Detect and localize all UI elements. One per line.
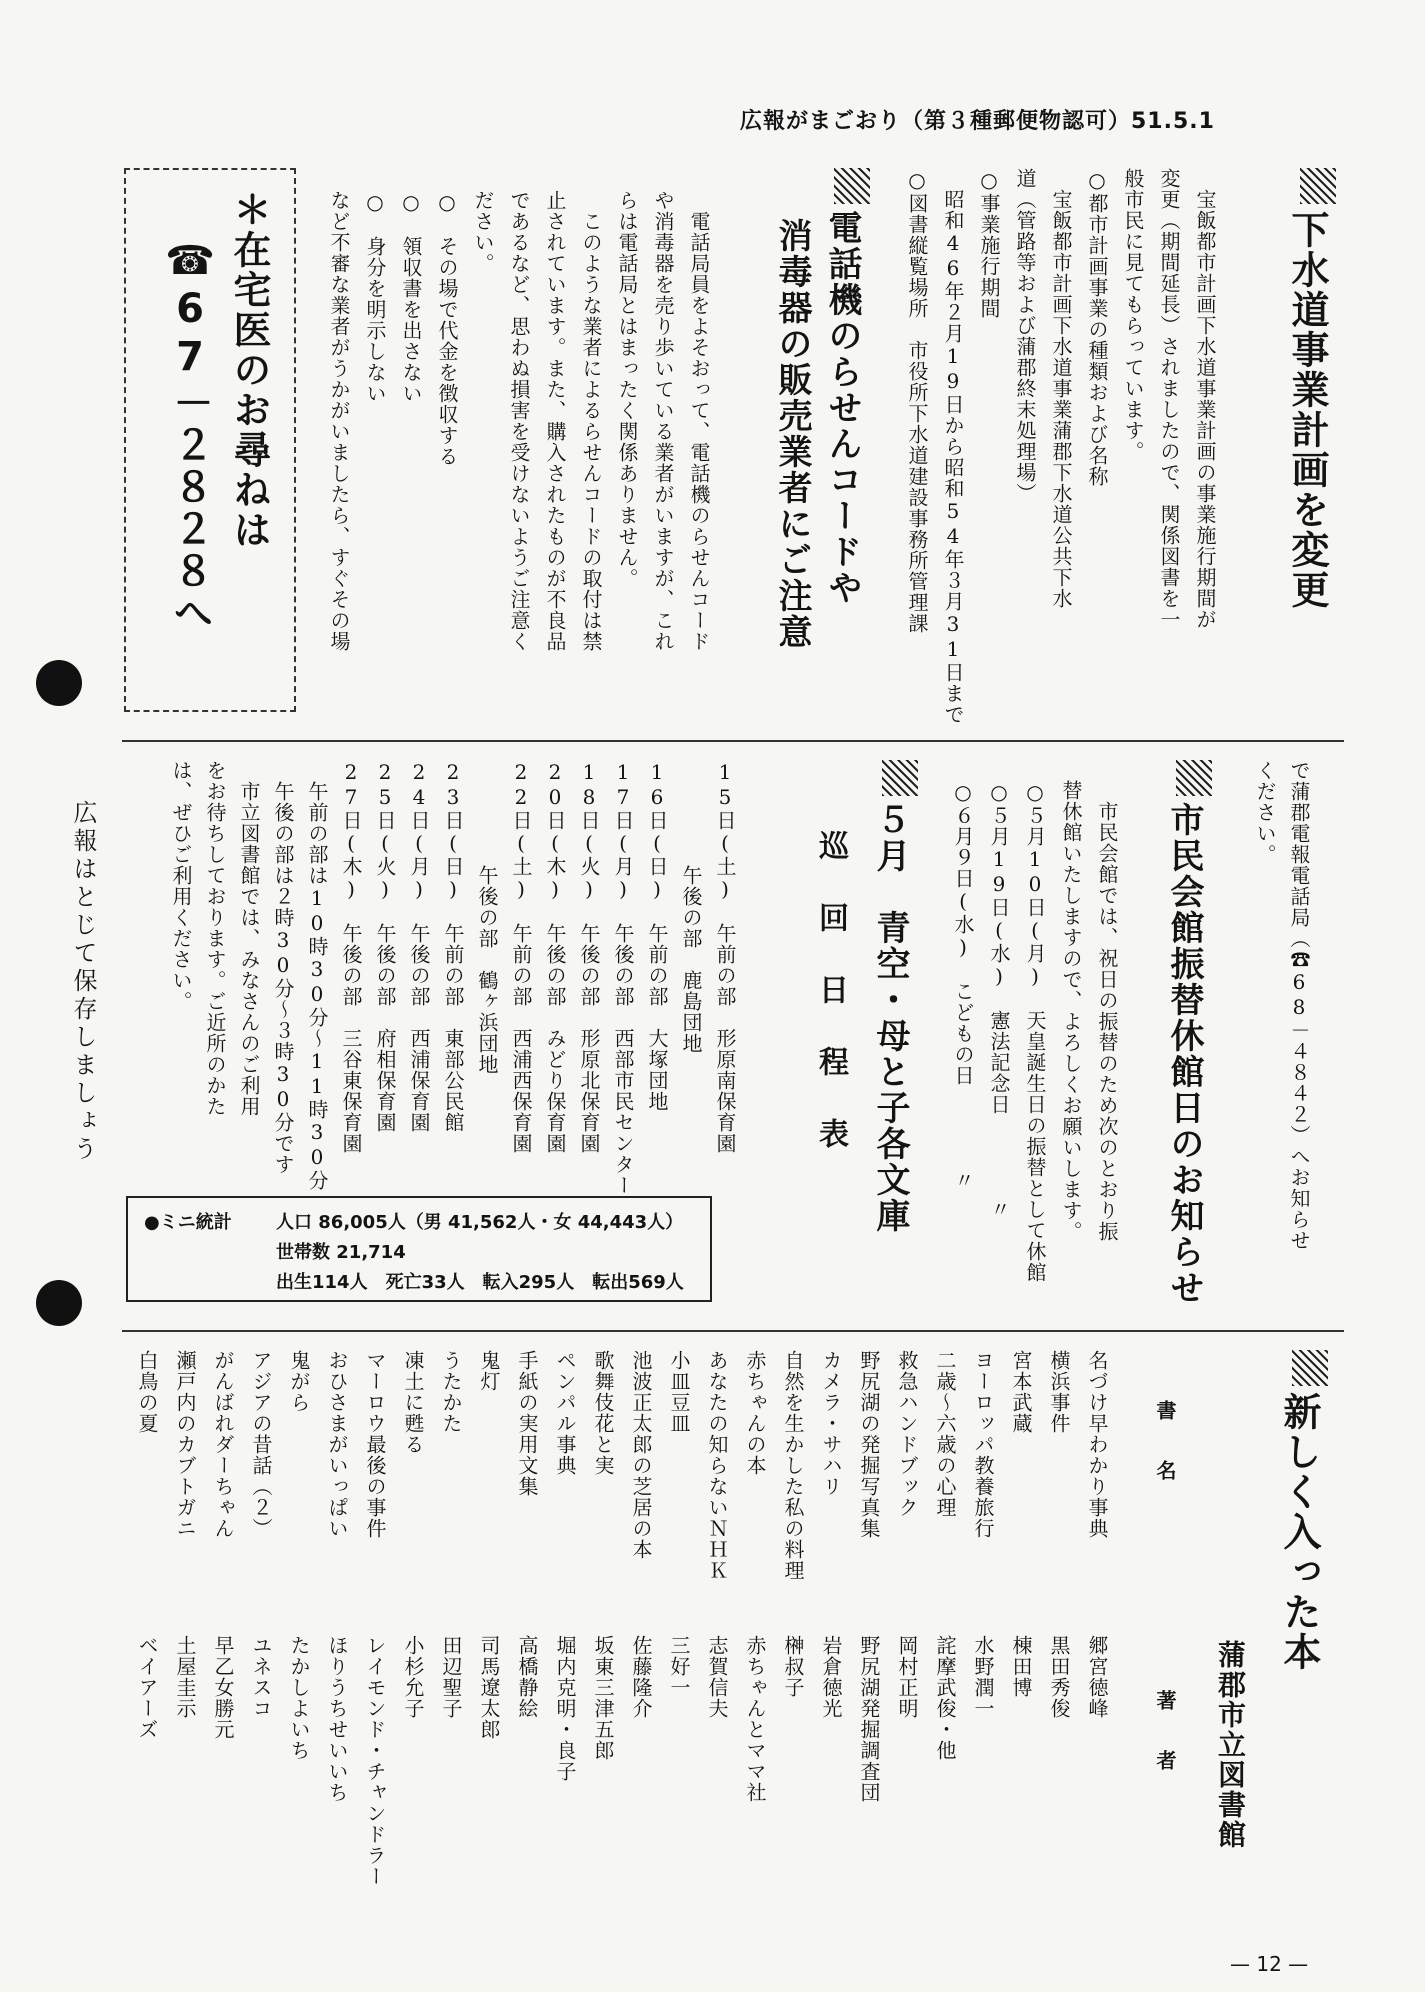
book-author: 岩倉徳光	[819, 1635, 843, 1719]
book-author: 堀内克明・良子	[553, 1635, 577, 1782]
hall-line: ○５月10日(月) 天皇誕生日の振替として休館	[1023, 780, 1047, 1283]
phone-line: ○ 領収書を出さない	[399, 190, 423, 404]
schedule-row: 午後の部 鶴ヶ浜団地	[475, 760, 499, 1075]
sewer-line: ○事業施行期間	[977, 168, 1001, 319]
stats-households: 世帯数 21,714	[276, 1242, 406, 1263]
book-title: 白鳥の夏	[135, 1350, 159, 1434]
stats-label: ●ミニ統計	[144, 1212, 232, 1233]
book-author: 田辺聖子	[439, 1635, 463, 1719]
book-author: レイモンド・チャンドラー	[363, 1635, 387, 1887]
schedule-row: 17日(月) 午後の部 西部市民センター	[611, 760, 635, 1196]
book-author: 早乙女勝元	[211, 1635, 235, 1740]
book-author: 司馬遼太郎	[477, 1635, 501, 1740]
hall-line: ○６月９日(水) こどもの日 〃	[951, 780, 975, 1191]
phone-line: であるなど、思わぬ損害を受けないようご注意く	[507, 190, 531, 652]
book-author: 小杉允子	[401, 1635, 425, 1719]
phone-line: 電話局員をよそおって、電話機のらせんコード	[687, 190, 711, 652]
schedule-row: 22日(土) 午前の部 西浦西保育園	[509, 760, 533, 1154]
book-title: ヨーロッパ教養旅行	[971, 1350, 995, 1539]
book-title: 二歳～六歳の心理	[933, 1350, 957, 1518]
schedule-row: 市立図書館では、みなさんのご利用	[237, 760, 261, 1117]
book-author: 黒田秀俊	[1047, 1635, 1071, 1719]
book-title: おひさまがいっぱい	[325, 1350, 349, 1539]
sewer-line: ○都市計画事業の種類および名称	[1085, 168, 1109, 487]
book-title: 凍土に甦る	[401, 1350, 425, 1455]
keep-notice: 広報はとじて保存しましょう	[69, 800, 97, 1164]
book-list	[120, 1350, 1120, 1910]
hall-line: 替休館いたしますので、よろしくお願いします。	[1059, 780, 1083, 1242]
punch-hole	[36, 1280, 82, 1326]
mini-stats-box	[126, 1196, 712, 1302]
book-title: 赤ちゃんの本	[743, 1350, 767, 1476]
book-title: 自然を生かした私の料理	[781, 1350, 805, 1581]
book-author: 志賀信夫	[705, 1635, 729, 1719]
bunko-subtitle: 巡 回 日 程 表	[813, 830, 848, 1154]
page-number: — 12 —	[1230, 1952, 1309, 1976]
book-title: 小皿豆皿	[667, 1350, 691, 1434]
schedule-row: をお待ちしております。ご近所のかた	[203, 760, 227, 1117]
book-title: 池波正太郎の芝居の本	[629, 1350, 653, 1560]
phone-line: ださい。	[471, 190, 495, 274]
phone-line: 止されています。また、購入されたものが不良品	[543, 190, 567, 652]
schedule-row: 24日(月) 午後の部 西浦保育園	[407, 760, 431, 1133]
book-title: 鬼がら	[287, 1350, 311, 1413]
phone-line: ○ 身分を明示しない	[363, 190, 387, 404]
phone-line: このような業者によるらせんコードの取付は禁	[579, 190, 603, 652]
book-title: マーロウ最後の事件	[363, 1350, 387, 1539]
section-mark	[882, 760, 918, 796]
book-title: ペンパル事典	[553, 1350, 577, 1476]
book-title: 宮本武蔵	[1009, 1350, 1033, 1434]
book-title: 手紙の実用文集	[515, 1350, 539, 1497]
book-author: 水野潤一	[971, 1635, 995, 1719]
book-author: 三好一	[667, 1635, 691, 1698]
sewer-line: 変更（期間延長）されましたので、関係図書を一	[1157, 168, 1181, 630]
phone-line: らは電話局とはまったく関係ありません。	[615, 190, 639, 589]
book-title: うたかた	[439, 1350, 463, 1434]
book-author: 高橋静絵	[515, 1635, 539, 1719]
phone-line: ○ その場で代金を徴収する	[435, 190, 459, 467]
schedule-row: は、ぜひご利用ください。	[169, 760, 193, 1012]
book-author: 詫摩武俊・他	[933, 1635, 957, 1761]
hall-line: 市民会館では、祝日の振替のため次のとおり振	[1095, 780, 1119, 1242]
schedule-row: 20日(木) 午後の部 みどり保育園	[543, 760, 567, 1154]
sewer-line: 般市民に見てもらっています。	[1121, 168, 1145, 462]
schedule-row: 午後の部 鹿島団地	[679, 760, 703, 1054]
hall-cont-2: ください。	[1253, 760, 1277, 865]
schedule-row: 18日(火) 午後の部 形原北保育園	[577, 760, 601, 1154]
book-title: 横浜事件	[1047, 1350, 1071, 1434]
section-mark	[1300, 168, 1336, 204]
sewer-line: ○図書縦覧場所 市役所下水道建設事務所管理課	[905, 168, 929, 634]
book-author: 赤ちゃんとママ社	[743, 1635, 767, 1803]
book-author: 土屋圭示	[173, 1635, 197, 1719]
section-mark	[834, 168, 870, 204]
hall-cont-1: で蒲郡電報電話局（☎68－４８４２）へお知らせ	[1287, 760, 1311, 1251]
divider	[122, 1330, 1344, 1332]
book-author: ユネスコ	[249, 1635, 273, 1719]
book-author: 榊叔子	[781, 1635, 805, 1698]
sewer-line: 昭和46年２月19日から昭和54年３月31日まで	[941, 168, 965, 725]
phone-line: や消毒器を売り歩いている業者がいますが、これ	[651, 190, 675, 652]
col-head-author: 著 者	[1153, 1690, 1177, 1780]
bunko-title: ５月 青空・母と子各文庫	[866, 760, 918, 1234]
hall-line: ○５月19日(水) 憲法記念日 〃	[987, 780, 1011, 1220]
book-title: あなたの知らないＮＨＫ	[705, 1350, 729, 1581]
book-author: 坂東三津五郎	[591, 1635, 615, 1761]
book-author: 棟田博	[1009, 1635, 1033, 1698]
phone-line: など不審な業者がうかがいましたら、すぐその場	[327, 190, 351, 652]
schedule-row: 午後の部は２時30分～３時30分です	[271, 760, 295, 1175]
col-head-title: 書 名	[1153, 1400, 1177, 1490]
phone-title: 電話機のらせんコードや	[818, 168, 870, 606]
book-title: 鬼灯	[477, 1350, 501, 1392]
sewer-line: 宝飯都市計画下水道事業計画の事業施行期間が	[1193, 168, 1217, 630]
book-author: 郷宮徳峰	[1085, 1635, 1109, 1719]
stats-movement: 出生114人 死亡33人 転入295人 転出569人	[276, 1272, 684, 1293]
phone-title-2: 消毒器の販売業者にご注意	[772, 218, 812, 650]
schedule-row: 25日(火) 午後の部 府相保育園	[373, 760, 397, 1133]
book-author: 野尻湖発掘調査団	[857, 1635, 881, 1803]
schedule-row: 15日(土) 午前の部 形原南保育園	[713, 760, 737, 1154]
doctor-title: ＊在宅医のお尋ねは	[227, 190, 271, 550]
sewer-title: 下水道事業計画を変更	[1280, 168, 1336, 610]
section-mark	[1176, 760, 1212, 796]
schedule-row: 午前の部は10時30分～11時30分	[305, 760, 329, 1191]
divider	[122, 740, 1344, 742]
sewer-line: 道（管路等および蒲郡終末処理場）	[1013, 168, 1037, 504]
schedule-row: 16日(日) 午前の部 大塚団地	[645, 760, 669, 1112]
book-title: 瀬戸内のカブトガニ	[173, 1350, 197, 1539]
stats-population: 人口 86,005人（男 41,562人・女 44,443人）	[276, 1212, 684, 1233]
book-author: たかしよいち	[287, 1635, 311, 1761]
library-name: 蒲郡市立図書館	[1214, 1640, 1247, 1850]
book-author: 岡村正明	[895, 1635, 919, 1719]
masthead: 広報がまごおり（第３種郵便物認可）51.5.1	[740, 109, 1215, 134]
book-author: ベイアーズ	[135, 1635, 159, 1740]
hall-title: 市民会館振替休館日のお知らせ	[1160, 760, 1212, 1306]
schedule-row: 23日(日) 午前の部 東部公民館	[441, 760, 465, 1133]
punch-hole	[36, 660, 82, 706]
doctor-tel: ☎67－２８２８へ	[167, 238, 213, 634]
books-title: 新しく入った本	[1272, 1350, 1328, 1672]
book-author: 佐藤隆介	[629, 1635, 653, 1719]
book-title: 名づけ早わかり事典	[1085, 1350, 1109, 1539]
book-author: ほりうちせいいち	[325, 1635, 349, 1803]
section-mark	[1292, 1350, 1328, 1386]
book-title: アジアの昔話（２）	[249, 1350, 273, 1539]
schedule-row: 27日(木) 午後の部 三谷東保育園	[339, 760, 363, 1154]
book-title: 救急ハンドブック	[895, 1350, 919, 1518]
book-title: カメラ・サハリ	[819, 1350, 843, 1497]
sewer-line: 宝飯都市計画下水道事業蒲郡下水道公共下水	[1049, 168, 1073, 609]
book-title: 歌舞伎花と実	[591, 1350, 615, 1476]
book-title: がんばれダーちゃん	[211, 1350, 235, 1539]
book-title: 野尻湖の発掘写真集	[857, 1350, 881, 1539]
